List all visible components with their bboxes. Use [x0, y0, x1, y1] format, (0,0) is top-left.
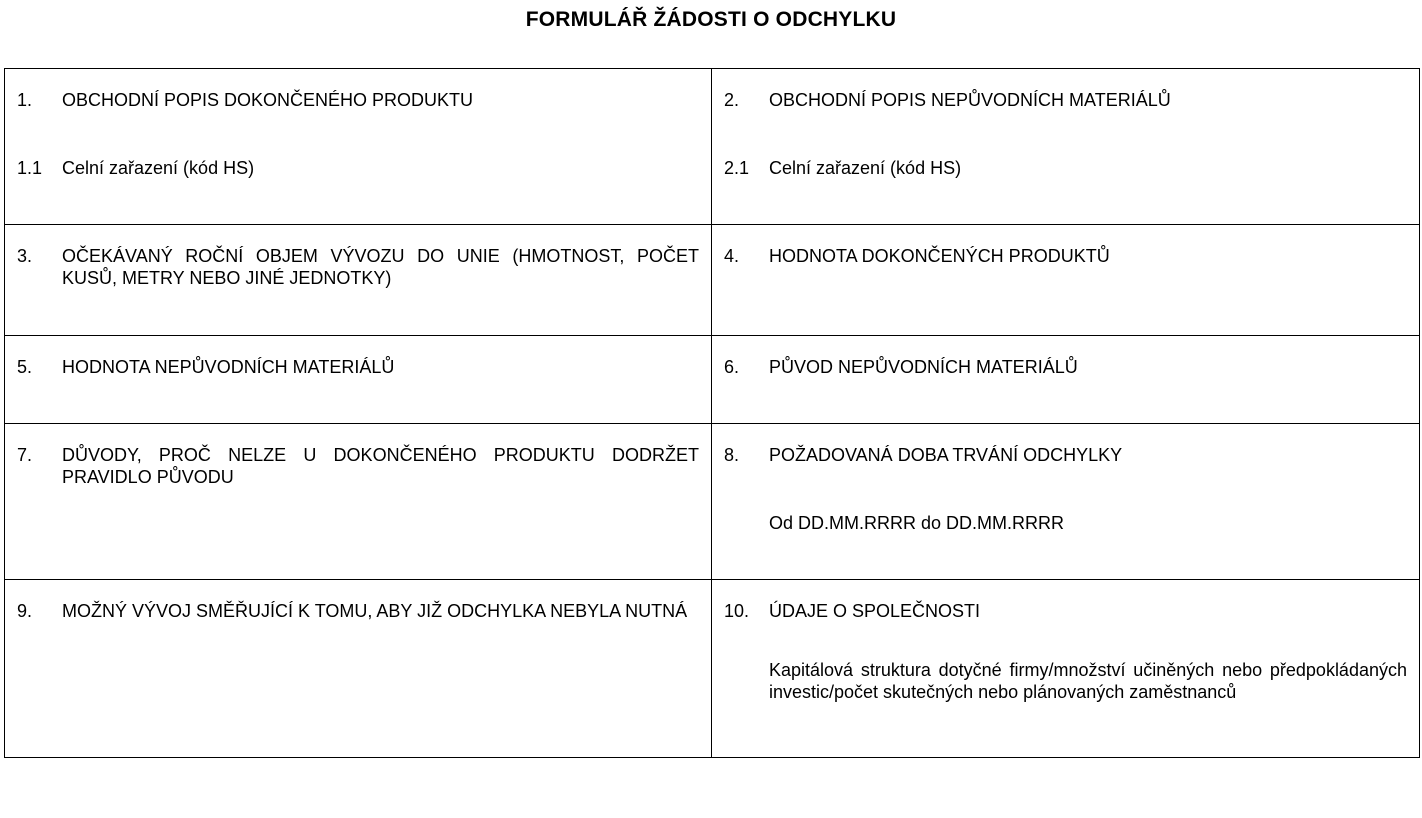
field-cell-3[interactable]: [5, 225, 712, 336]
field-heading: OBCHODNÍ POPIS DOKONČENÉHO PRODUKTU: [62, 90, 474, 110]
field-heading: Celní zařazení (kód HS): [769, 158, 962, 178]
field-6-label: [712, 356, 1419, 378]
field-8-date-range: [712, 512, 1419, 534]
field-1-label: [5, 89, 711, 111]
field-1-1-label: [5, 157, 711, 179]
form-row-1: [5, 69, 1420, 225]
field-2-1-label: [712, 157, 1419, 179]
field-heading: POŽADOVANÁ DOBA TRVÁNÍ ODCHYLKY: [769, 445, 1123, 465]
field-7-label: [5, 444, 711, 488]
field-heading: Celní zařazení (kód HS): [62, 158, 255, 178]
field-heading: OBCHODNÍ POPIS NEPŮVODNÍCH MATERIÁLŮ: [769, 90, 1171, 110]
field-heading: ÚDAJE O SPOLEČNOSTI: [769, 601, 981, 621]
form-row-4: [5, 424, 1420, 580]
field-heading: PŮVOD NEPŮVODNÍCH MATERIÁLŮ: [769, 357, 1078, 377]
field-number: 1.1: [17, 158, 43, 178]
field-3-label: [5, 245, 711, 289]
field-number: 5.: [17, 357, 33, 377]
form-row-5: [5, 580, 1420, 758]
field-cell-1[interactable]: [5, 69, 712, 225]
field-cell-7[interactable]: [5, 424, 712, 580]
field-cell-4[interactable]: [712, 225, 1420, 336]
field-number: 4.: [724, 246, 740, 266]
form-row-3: [5, 336, 1420, 424]
field-number: 8.: [724, 445, 740, 465]
field-cell-2[interactable]: [712, 69, 1420, 225]
field-heading: OČEKÁVANÝ ROČNÍ OBJEM VÝVOZU DO UNIE (HMOTNOST, POČET KUSŮ, METRY NEBO JINÉ JEDNOTKY): [62, 246, 699, 288]
field-heading: MOŽNÝ VÝVOJ SMĚŘUJÍCÍ K TOMU, ABY JIŽ ODCHYLKA NEBYLA NUTNÁ: [62, 601, 688, 621]
field-8-label: [712, 444, 1419, 466]
field-4-label: [712, 245, 1419, 267]
field-heading: DŮVODY, PROČ NELZE U DOKONČENÉHO PRODUKTU DODRŽET PRAVIDLO PŮVODU: [62, 445, 699, 487]
field-10-label: [712, 600, 1419, 622]
field-10-company-details: [712, 659, 1419, 703]
request-form-table: [4, 68, 1420, 758]
field-number: 10.: [724, 601, 750, 621]
form-row-2: [5, 225, 1420, 336]
field-9-label: [5, 600, 711, 622]
field-5-label: [5, 356, 711, 378]
field-number: 7.: [17, 445, 33, 465]
field-cell-8[interactable]: [712, 424, 1420, 580]
field-number: 1.: [17, 90, 33, 110]
field-number: 6.: [724, 357, 740, 377]
field-number: 3.: [17, 246, 33, 266]
field-cell-5[interactable]: [5, 336, 712, 424]
company-details-hint: Kapitálová struktura dotyčné firmy/množství učiněných nebo předpokládaných investic/počet skutečných nebo plánovaných zaměstnanců: [769, 660, 1407, 702]
field-heading: HODNOTA NEPŮVODNÍCH MATERIÁLŮ: [62, 357, 395, 377]
field-cell-10[interactable]: [712, 580, 1420, 758]
field-cell-6[interactable]: [712, 336, 1420, 424]
form-title: FORMULÁŘ ŽÁDOSTI O ODCHYLKU: [525, 8, 897, 31]
field-2-label: [712, 89, 1419, 111]
field-number: 2.: [724, 90, 740, 110]
field-number: 9.: [17, 601, 33, 621]
field-heading: HODNOTA DOKONČENÝCH PRODUKTŮ: [769, 246, 1110, 266]
field-cell-9[interactable]: [5, 580, 712, 758]
date-range-hint: Od DD.MM.RRRR do DD.MM.RRRR: [769, 513, 1065, 533]
field-number: 2.1: [724, 158, 750, 178]
